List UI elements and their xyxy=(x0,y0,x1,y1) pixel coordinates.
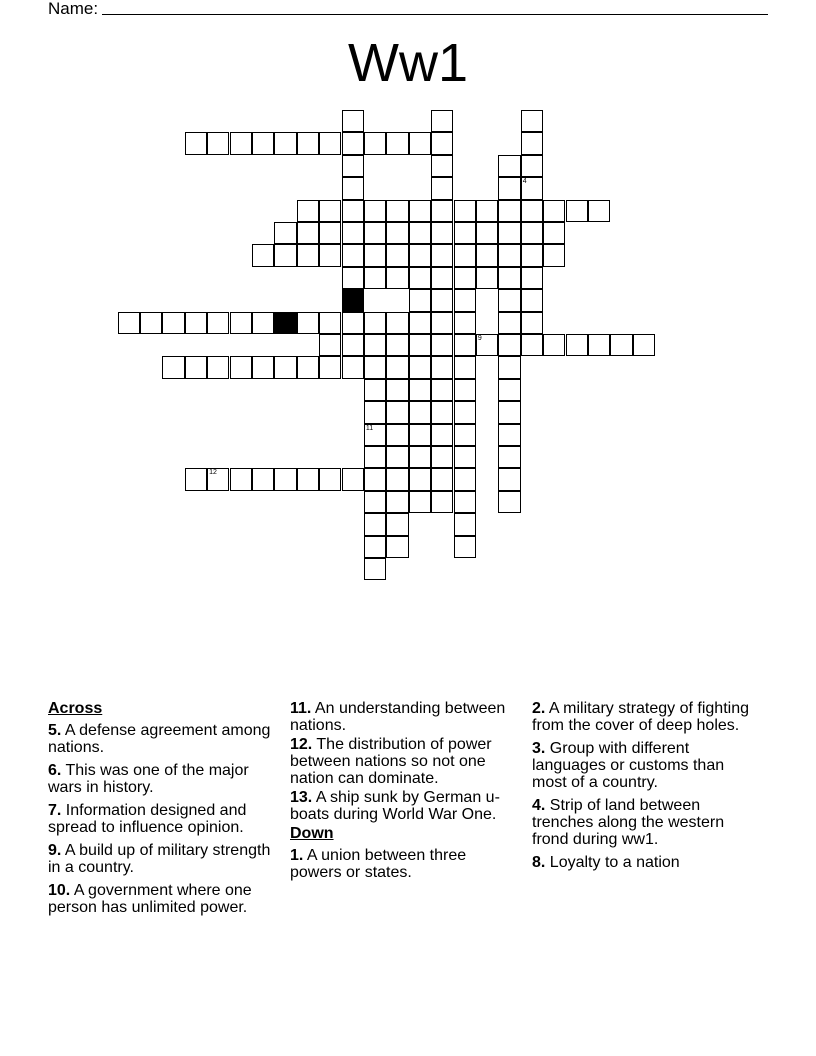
grid-cell[interactable] xyxy=(431,177,453,199)
grid-cell[interactable] xyxy=(297,468,319,490)
clues-column-1 xyxy=(48,700,274,922)
clues-column-2 xyxy=(290,700,516,887)
grid-cell[interactable] xyxy=(185,468,207,490)
grid-cell[interactable] xyxy=(431,110,453,132)
grid-cell[interactable] xyxy=(566,200,588,222)
clue-text: Loyalty to a nation xyxy=(549,854,680,871)
grid-cell[interactable] xyxy=(118,312,140,334)
grid-cell[interactable] xyxy=(252,244,274,266)
grid-cell[interactable] xyxy=(454,267,476,289)
grid-cell[interactable] xyxy=(342,177,364,199)
clue-number: 5. xyxy=(48,722,62,739)
grid-cell[interactable] xyxy=(409,267,431,289)
grid-cell[interactable] xyxy=(543,200,565,222)
grid-cell[interactable] xyxy=(454,334,476,356)
grid-cell[interactable] xyxy=(342,356,364,378)
grid-cell[interactable] xyxy=(207,312,229,334)
grid-cell[interactable] xyxy=(364,424,386,446)
grid-cell[interactable] xyxy=(386,356,408,378)
grid-cell[interactable] xyxy=(454,513,476,535)
grid-cell[interactable] xyxy=(521,200,543,222)
grid-cell[interactable] xyxy=(207,468,229,490)
grid-cell[interactable] xyxy=(342,110,364,132)
clue-text: This was one of the major wars in history. xyxy=(48,762,249,796)
grid-cell[interactable] xyxy=(252,468,274,490)
grid-cell[interactable] xyxy=(476,200,498,222)
grid-cell[interactable] xyxy=(342,312,364,334)
clue-down-1 xyxy=(290,847,516,881)
grid-cell[interactable] xyxy=(319,312,341,334)
grid-cell[interactable] xyxy=(252,356,274,378)
across-heading: Across xyxy=(48,700,103,717)
grid-cell[interactable] xyxy=(230,356,252,378)
grid-cell[interactable] xyxy=(386,513,408,535)
grid-cell[interactable] xyxy=(498,491,520,513)
black-cell xyxy=(342,289,364,311)
grid-cell[interactable] xyxy=(364,222,386,244)
grid-cell[interactable] xyxy=(274,244,296,266)
clue-number: 12. xyxy=(290,736,313,753)
clue-number: 6. xyxy=(48,762,62,779)
grid-cell[interactable] xyxy=(431,334,453,356)
grid-cell[interactable] xyxy=(409,379,431,401)
grid-cell[interactable] xyxy=(498,401,520,423)
grid-cell[interactable] xyxy=(431,424,453,446)
grid-cell[interactable] xyxy=(409,200,431,222)
grid-cell[interactable] xyxy=(498,222,520,244)
grid-cell[interactable] xyxy=(342,334,364,356)
clue-number: 13. xyxy=(290,789,313,806)
grid-cell[interactable] xyxy=(521,110,543,132)
grid-cell[interactable] xyxy=(454,491,476,513)
grid-cell[interactable] xyxy=(454,536,476,558)
grid-cell[interactable] xyxy=(364,334,386,356)
grid-cell[interactable] xyxy=(409,289,431,311)
grid-cell[interactable] xyxy=(140,312,162,334)
clue-text: A government where one person has unlimited power. xyxy=(48,882,252,916)
grid-cell[interactable] xyxy=(454,468,476,490)
clue-across-5 xyxy=(48,722,274,756)
grid-cell[interactable] xyxy=(431,356,453,378)
grid-cell[interactable] xyxy=(521,155,543,177)
grid-cell[interactable] xyxy=(498,424,520,446)
grid-cell[interactable] xyxy=(386,222,408,244)
grid-cell[interactable] xyxy=(521,132,543,154)
grid-cell[interactable] xyxy=(498,267,520,289)
clue-text: An understanding between nations. xyxy=(290,700,506,734)
grid-cell[interactable] xyxy=(431,379,453,401)
grid-cell[interactable] xyxy=(319,222,341,244)
grid-cell[interactable] xyxy=(431,244,453,266)
clue-text: Strip of land between trenches along the western frond during ww1. xyxy=(532,797,725,848)
grid-cell[interactable] xyxy=(386,468,408,490)
grid-cell[interactable] xyxy=(364,446,386,468)
clue-across-6 xyxy=(48,762,274,796)
grid-cell[interactable] xyxy=(543,334,565,356)
grid-cell[interactable] xyxy=(364,200,386,222)
clue-text: A ship sunk by German u-boats during World War One. xyxy=(290,789,500,823)
grid-cell[interactable] xyxy=(230,132,252,154)
grid-cell[interactable] xyxy=(364,356,386,378)
grid-cell[interactable] xyxy=(297,244,319,266)
grid-cell[interactable] xyxy=(364,379,386,401)
grid-cell[interactable] xyxy=(431,200,453,222)
grid-cell[interactable] xyxy=(454,312,476,334)
grid-cell[interactable] xyxy=(364,536,386,558)
grid-cell[interactable] xyxy=(185,312,207,334)
grid-cell[interactable] xyxy=(319,132,341,154)
name-label: Name: xyxy=(48,0,99,18)
grid-cell[interactable] xyxy=(319,468,341,490)
puzzle-title: Ww1 xyxy=(348,33,468,93)
grid-cell[interactable] xyxy=(162,356,184,378)
clue-across-10 xyxy=(48,882,274,916)
clue-across-11 xyxy=(290,700,516,734)
clue-number-label: 4 xyxy=(522,178,527,186)
grid-cell[interactable] xyxy=(431,222,453,244)
grid-cell[interactable] xyxy=(431,491,453,513)
clue-number-label: 9 xyxy=(477,335,482,342)
grid-cell[interactable] xyxy=(386,200,408,222)
grid-cell[interactable] xyxy=(319,244,341,266)
grid-cell[interactable] xyxy=(454,379,476,401)
grid-cell[interactable] xyxy=(297,132,319,154)
down-heading: Down xyxy=(290,825,334,842)
grid-cell[interactable] xyxy=(521,244,543,266)
grid-cell[interactable] xyxy=(207,356,229,378)
grid-cell[interactable] xyxy=(297,200,319,222)
grid-cell[interactable] xyxy=(521,222,543,244)
grid-cell[interactable] xyxy=(274,132,296,154)
grid-cell[interactable] xyxy=(252,132,274,154)
grid-cell[interactable] xyxy=(454,289,476,311)
clue-number: 2. xyxy=(532,700,546,717)
grid-cell[interactable] xyxy=(498,468,520,490)
grid-cell[interactable] xyxy=(409,401,431,423)
grid-cell[interactable] xyxy=(230,468,252,490)
grid-cell[interactable] xyxy=(364,468,386,490)
grid-cell[interactable] xyxy=(409,446,431,468)
grid-cell[interactable] xyxy=(498,155,520,177)
grid-cell[interactable] xyxy=(297,356,319,378)
grid-cell[interactable] xyxy=(386,244,408,266)
grid-cell[interactable] xyxy=(409,132,431,154)
grid-cell[interactable] xyxy=(364,132,386,154)
grid-cell[interactable] xyxy=(274,356,296,378)
clue-number: 9. xyxy=(48,842,62,859)
grid-cell[interactable] xyxy=(476,267,498,289)
grid-cell[interactable] xyxy=(431,446,453,468)
grid-cell[interactable] xyxy=(454,222,476,244)
clue-down-3 xyxy=(532,740,758,791)
grid-cell[interactable] xyxy=(185,132,207,154)
grid-cell[interactable] xyxy=(364,401,386,423)
clue-text: A union between three powers or states. xyxy=(290,847,467,881)
grid-cell[interactable] xyxy=(386,424,408,446)
grid-cell[interactable] xyxy=(454,200,476,222)
grid-cell[interactable] xyxy=(386,132,408,154)
grid-cell[interactable] xyxy=(633,334,655,356)
grid-cell[interactable] xyxy=(386,491,408,513)
clue-number: 3. xyxy=(532,740,546,757)
clue-text: A build up of military strength in a country. xyxy=(48,842,271,876)
grid-cell[interactable] xyxy=(498,356,520,378)
grid-cell[interactable] xyxy=(521,289,543,311)
clue-number: 7. xyxy=(48,802,62,819)
grid-cell[interactable] xyxy=(386,267,408,289)
clue-across-13 xyxy=(290,789,516,823)
grid-cell[interactable] xyxy=(409,424,431,446)
grid-cell[interactable] xyxy=(230,312,252,334)
clue-number: 4. xyxy=(532,797,546,814)
grid-cell[interactable] xyxy=(297,222,319,244)
grid-cell[interactable] xyxy=(454,244,476,266)
grid-cell[interactable] xyxy=(342,244,364,266)
grid-cell[interactable] xyxy=(431,155,453,177)
black-cell xyxy=(274,312,296,334)
grid-cell[interactable] xyxy=(498,312,520,334)
grid-cell[interactable] xyxy=(521,267,543,289)
grid-cell[interactable] xyxy=(342,155,364,177)
grid-cell[interactable] xyxy=(431,312,453,334)
grid-cell[interactable] xyxy=(364,558,386,580)
clue-across-7 xyxy=(48,802,274,836)
grid-cell[interactable] xyxy=(207,132,229,154)
clue-number-label: 11 xyxy=(365,424,374,432)
grid-cell[interactable] xyxy=(342,132,364,154)
grid-cell[interactable] xyxy=(364,267,386,289)
grid-cell[interactable] xyxy=(566,334,588,356)
grid-cell[interactable] xyxy=(386,334,408,356)
grid-cell[interactable] xyxy=(409,334,431,356)
grid-cell[interactable] xyxy=(297,312,319,334)
grid-cell[interactable] xyxy=(476,334,498,356)
clue-number: 10. xyxy=(48,882,71,899)
grid-cell[interactable] xyxy=(454,356,476,378)
grid-cell[interactable] xyxy=(386,401,408,423)
grid-cell[interactable] xyxy=(543,222,565,244)
grid-cell[interactable] xyxy=(498,177,520,199)
grid-cell[interactable] xyxy=(476,244,498,266)
grid-cell[interactable] xyxy=(252,312,274,334)
grid-cell[interactable] xyxy=(454,424,476,446)
grid-cell[interactable] xyxy=(319,334,341,356)
grid-cell[interactable] xyxy=(319,356,341,378)
grid-cell[interactable] xyxy=(342,468,364,490)
grid-cell[interactable] xyxy=(409,356,431,378)
clues-column-3 xyxy=(532,700,758,877)
grid-cell[interactable] xyxy=(521,334,543,356)
clue-across-9 xyxy=(48,842,274,876)
grid-cell[interactable] xyxy=(431,468,453,490)
clue-text: A military strategy of fighting from the cover of deep holes. xyxy=(532,700,749,734)
grid-cell[interactable] xyxy=(162,312,184,334)
grid-cell[interactable] xyxy=(498,446,520,468)
grid-cell[interactable] xyxy=(521,312,543,334)
grid-cell[interactable] xyxy=(610,334,632,356)
clue-text: Information designed and spread to influence opinion. xyxy=(48,802,247,836)
grid-cell[interactable] xyxy=(409,312,431,334)
grid-cell[interactable] xyxy=(588,334,610,356)
clue-number-label: 12 xyxy=(209,469,217,477)
clue-down-4 xyxy=(532,797,758,848)
grid-cell[interactable] xyxy=(498,244,520,266)
grid-cell[interactable] xyxy=(498,200,520,222)
grid-cell[interactable] xyxy=(342,267,364,289)
grid-cell[interactable] xyxy=(498,334,520,356)
grid-cell[interactable] xyxy=(543,244,565,266)
clue-text: A defense agreement among nations. xyxy=(48,722,271,756)
clue-number: 1. xyxy=(290,847,304,864)
clue-across-12 xyxy=(290,736,516,787)
grid-cell[interactable] xyxy=(409,491,431,513)
grid-cell[interactable] xyxy=(386,379,408,401)
grid-cell[interactable] xyxy=(476,222,498,244)
grid-cell[interactable] xyxy=(364,491,386,513)
grid-cell[interactable] xyxy=(409,468,431,490)
grid-cell[interactable] xyxy=(588,200,610,222)
grid-cell[interactable] xyxy=(409,244,431,266)
grid-cell[interactable] xyxy=(364,244,386,266)
grid-cell[interactable] xyxy=(454,446,476,468)
grid-cell[interactable] xyxy=(364,513,386,535)
grid-cell[interactable] xyxy=(386,312,408,334)
grid-cell[interactable] xyxy=(431,132,453,154)
grid-cell[interactable] xyxy=(274,222,296,244)
clue-text: Group with different languages or customs than most of a country. xyxy=(532,740,725,791)
grid-cell[interactable] xyxy=(386,446,408,468)
clue-number: 8. xyxy=(532,854,546,871)
grid-cell[interactable] xyxy=(498,289,520,311)
grid-cell[interactable] xyxy=(431,401,453,423)
grid-cell[interactable] xyxy=(364,312,386,334)
grid-cell[interactable] xyxy=(498,379,520,401)
clue-down-8 xyxy=(532,854,758,871)
grid-cell[interactable] xyxy=(521,177,543,199)
grid-cell[interactable] xyxy=(185,356,207,378)
clue-text: The distribution of power between nations so not one nation can dominate. xyxy=(290,736,492,787)
grid-cell[interactable] xyxy=(342,222,364,244)
grid-cell[interactable] xyxy=(274,468,296,490)
grid-cell[interactable] xyxy=(409,222,431,244)
clue-down-2 xyxy=(532,700,758,734)
grid-cell[interactable] xyxy=(342,200,364,222)
grid-cell[interactable] xyxy=(386,536,408,558)
clue-number: 11. xyxy=(290,700,312,717)
grid-cell[interactable] xyxy=(319,200,341,222)
grid-cell[interactable] xyxy=(431,289,453,311)
grid-cell[interactable] xyxy=(454,401,476,423)
grid-cell[interactable] xyxy=(431,267,453,289)
